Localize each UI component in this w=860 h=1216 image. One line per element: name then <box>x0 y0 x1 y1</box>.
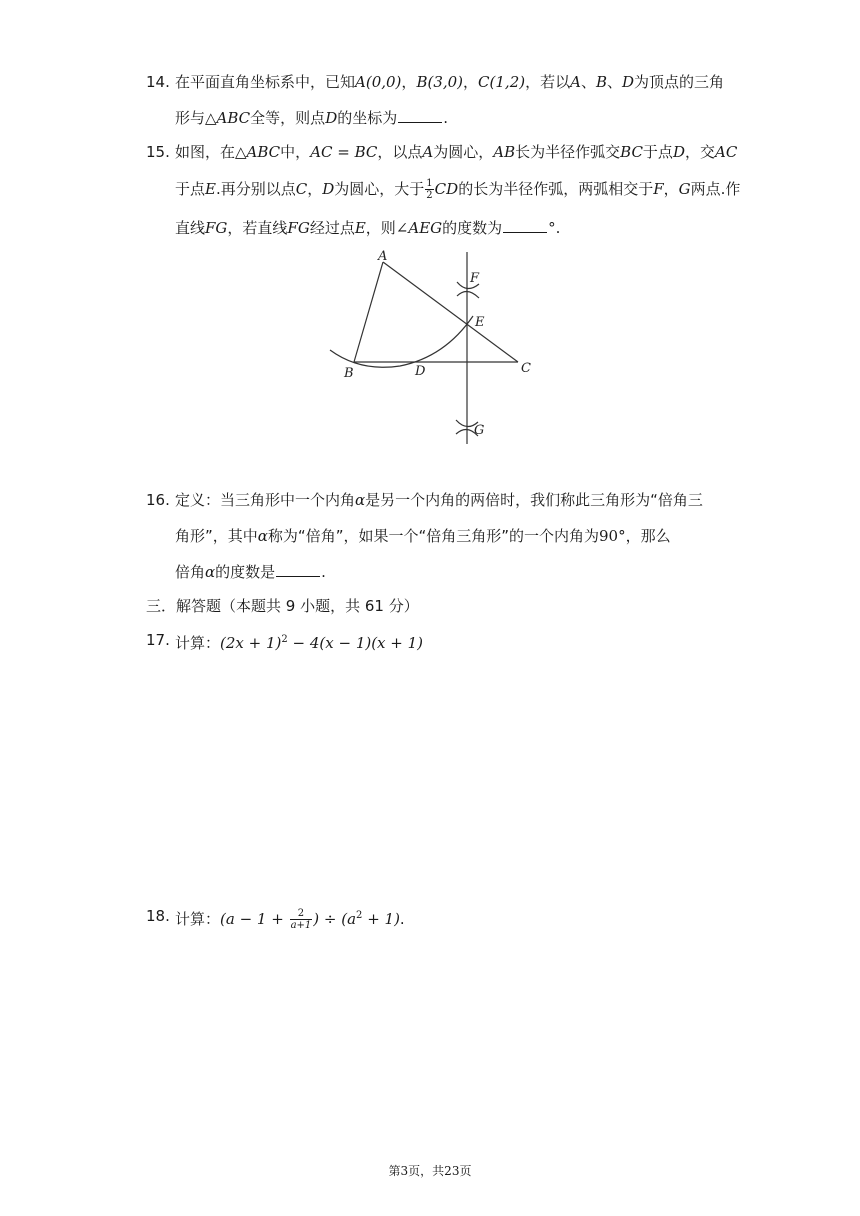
question-17-number: 17. <box>146 631 170 649</box>
arc-mark-F-2 <box>457 291 479 298</box>
question-14-line-1: 在平面直角坐标系中，已知A(0,0)，B(3,0)，C(1,2)，若以A、B、D为顶点的三角 <box>175 73 725 91</box>
fraction-2-over-a-plus-1: $\frac{2}{a+1}$ <box>290 908 312 931</box>
page-footer: 第3页，共23页 <box>388 1164 472 1178</box>
answer-blank-16[interactable] <box>276 562 320 577</box>
segment-AC <box>383 262 518 362</box>
question-14-line-2: 形与△ABC全等，则点D的坐标为 . <box>175 109 449 127</box>
label-D: D <box>415 364 426 379</box>
arc-BDE <box>330 316 473 367</box>
geometry-figure <box>320 244 540 450</box>
label-F: F <box>470 271 480 286</box>
label-B: B <box>344 366 354 381</box>
segment-AB <box>354 262 383 362</box>
question-16-number: 16. <box>146 491 170 509</box>
question-18-number: 18. <box>146 907 170 925</box>
question-17-line: 计算：$(2x + 1)^2 - 4(x - 1)(x + 1)$ <box>175 634 424 652</box>
question-15-number: 15. <box>146 143 170 161</box>
question-16-line-1: 定义：当三角形中一个内角α是另一个内角的两倍时，我们称此三角形为“倍角三 <box>175 491 703 509</box>
label-G: G <box>474 423 485 438</box>
question-16-line-3: 倍角α的度数是 . <box>175 563 326 581</box>
question-16-line-2: 角形”，其中α称为“倍角”，如果一个“倍角三角形”的一个内角为90°，那么 <box>175 527 671 545</box>
question-15-line-1: 如图，在△ABC中，AC = BC，以点A为圆心，AB长为半径作弧交BC于点D，交AC <box>175 143 738 161</box>
answer-blank-14[interactable] <box>398 108 442 123</box>
label-E: E <box>475 315 485 330</box>
answer-blank-15[interactable] <box>503 218 547 233</box>
label-A: A <box>378 249 388 264</box>
question-14-number: 14. <box>146 73 170 91</box>
question-15-line-3: 直线FG，若直线FG经过点E，则∠AEG的度数为 °. <box>175 219 561 237</box>
section-3-heading: 三．解答题（本题共 9 小题，共 61 分） <box>146 597 419 615</box>
question-18-line: 计算：(a − 1 + $\frac{2}{a+1}$ ) ÷ $(a^2 + 1)$. <box>175 908 405 931</box>
fraction-one-half: $\frac{1}{2}$ <box>426 178 433 201</box>
label-C: C <box>521 361 531 376</box>
question-15-line-2: 于点E.再分别以点C，D为圆心，大于 $\frac{1}{2}$ CD的长为半径作弧，两弧相交于F，G两点.作 <box>175 178 741 201</box>
